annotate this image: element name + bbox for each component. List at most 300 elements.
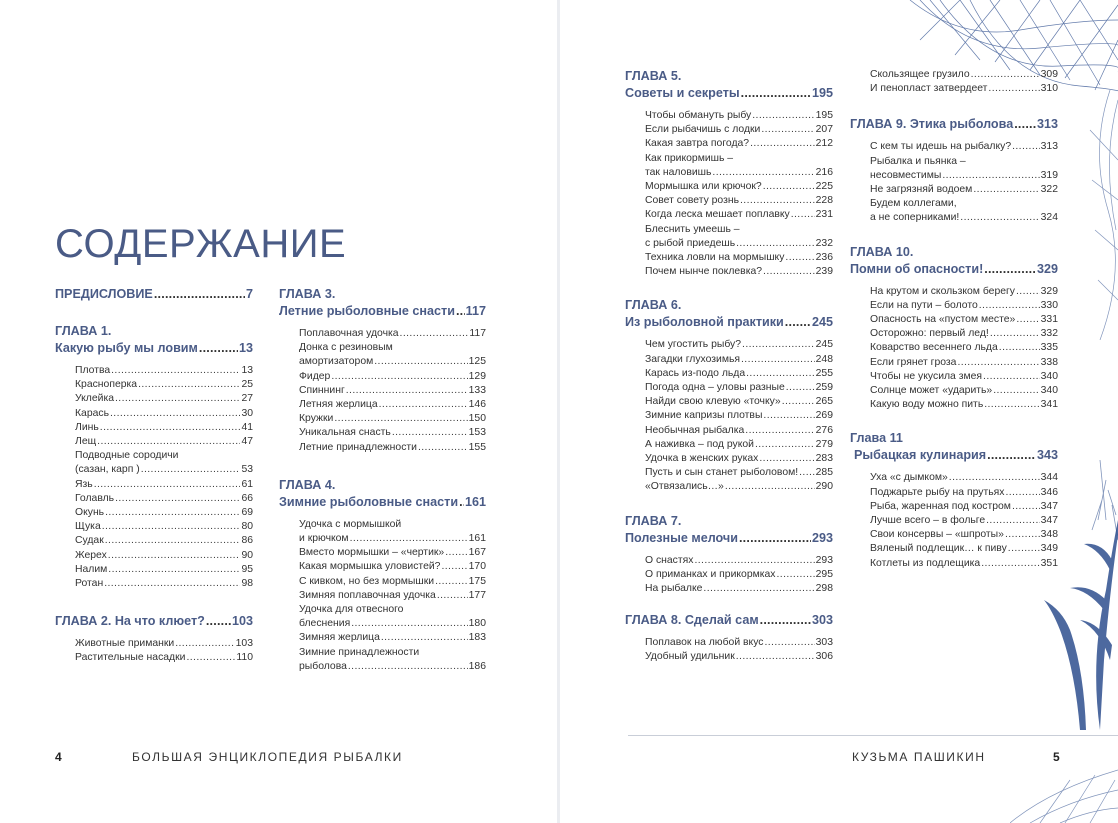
fishing-net-bottom bbox=[1010, 760, 1118, 823]
toc-entry-title: Коварство весеннего льда bbox=[870, 342, 998, 354]
toc-entry-page: 347 bbox=[1040, 515, 1058, 527]
toc-entry-title: Уклейка bbox=[75, 393, 114, 405]
toc-heading-page: 343 bbox=[1036, 448, 1058, 463]
toc-entry-page: 248 bbox=[815, 353, 833, 365]
toc-entry bbox=[299, 384, 486, 398]
toc-entry bbox=[75, 549, 253, 563]
toc-entry-title: Окунь bbox=[75, 507, 105, 519]
toc-entry-page: 331 bbox=[1040, 314, 1058, 326]
toc-chapter-6 bbox=[625, 297, 833, 494]
toc-entry-page: 231 bbox=[815, 209, 833, 221]
toc-heading-title: Из рыболовной практики bbox=[625, 315, 784, 330]
toc-entry bbox=[299, 575, 486, 589]
toc-entry-title: Щука bbox=[75, 521, 101, 533]
toc-entry-title: Чем угостить рыбу? bbox=[645, 339, 742, 351]
toc-entry-title: Загадки глухозимья bbox=[645, 353, 741, 365]
toc-entry-title: Растительные насадки bbox=[75, 652, 186, 664]
toc-entry-page: 212 bbox=[815, 138, 833, 150]
toc-entry-page: 161 bbox=[468, 533, 486, 545]
toc-entry-page: 195 bbox=[815, 110, 833, 121]
toc-entry-title: Лещ bbox=[75, 436, 97, 448]
toc-entry-page: 146 bbox=[468, 399, 486, 411]
toc-entry-page: 133 bbox=[468, 384, 486, 396]
toc-entry-page: 338 bbox=[1040, 356, 1058, 368]
toc-items bbox=[279, 327, 486, 455]
toc-entry-title: Летние принадлежности bbox=[299, 441, 417, 453]
toc-entry-title: Поплавочная удочка bbox=[299, 328, 399, 339]
toc-entry-title-line1: Блеснить умеешь – bbox=[645, 223, 740, 235]
toc-items bbox=[625, 338, 833, 494]
toc-entry-title: Рыба, жаренная под костром bbox=[870, 500, 1011, 512]
toc-heading-page: 245 bbox=[811, 315, 833, 330]
toc-entry bbox=[645, 650, 833, 664]
toc-entry-title: а не соперниками! bbox=[870, 212, 960, 224]
toc-heading-title: Помни об опасности! bbox=[850, 261, 984, 276]
toc-entry bbox=[645, 208, 833, 222]
toc-entry bbox=[870, 313, 1058, 327]
page-title: СОДЕРЖАНИЕ bbox=[55, 222, 347, 266]
toc-entry bbox=[870, 557, 1058, 571]
toc-entry-title: Осторожно: первый лед! bbox=[870, 328, 989, 340]
toc-entry bbox=[870, 486, 1058, 500]
toc-entry bbox=[75, 435, 253, 449]
toc-entry bbox=[870, 398, 1058, 412]
toc-entry-page: 298 bbox=[815, 583, 833, 595]
toc-chapter-7 bbox=[625, 513, 833, 597]
toc-entry-title: Свои консервы – «шпроты» bbox=[870, 529, 1004, 541]
toc-chapter-label: ГЛАВА 5. bbox=[625, 69, 682, 83]
toc-entry-page: 110 bbox=[236, 652, 253, 664]
toc-preface bbox=[55, 286, 253, 303]
toc-chapter-label: ГЛАВА 1. bbox=[55, 324, 112, 338]
toc-entry-page: 225 bbox=[815, 181, 833, 193]
toc-entry-title-line1: Как прикормишь – bbox=[645, 152, 734, 164]
toc-entry bbox=[645, 123, 833, 137]
toc-entry-title: Какая завтра погода? bbox=[645, 138, 750, 150]
toc-entry bbox=[645, 338, 833, 352]
toc-entry-title: Необычная рыбалка bbox=[645, 424, 745, 436]
toc-column-4 bbox=[850, 68, 1058, 587]
toc-heading-title: ПРЕДИСЛОВИЕ bbox=[55, 287, 153, 301]
toc-entry-page: 186 bbox=[468, 660, 486, 672]
toc-entry bbox=[645, 582, 833, 596]
toc-heading-title: Советы и секреты bbox=[625, 86, 740, 100]
toc-entry bbox=[299, 441, 486, 455]
toc-entry bbox=[299, 426, 486, 440]
toc-entry-title: Не загрязняй водоем bbox=[870, 184, 973, 196]
toc-entry-title: Линь bbox=[75, 421, 99, 433]
toc-entry bbox=[299, 370, 486, 384]
toc-entry-page: 346 bbox=[1040, 486, 1058, 498]
toc-entry-page: 103 bbox=[235, 638, 253, 650]
toc-entry-title: На рыбалке bbox=[645, 583, 703, 595]
right-page-number: 5 bbox=[1053, 750, 1060, 764]
toc-entry-title-line1: Удочка с мормышкой bbox=[299, 518, 402, 530]
toc-entry-title: Опасность на «пустом месте» bbox=[870, 314, 1016, 326]
toc-entry bbox=[645, 480, 833, 494]
toc-chapter-label: ГЛАВА 3. bbox=[279, 287, 336, 301]
toc-entry bbox=[75, 492, 253, 506]
toc-entry-page: 324 bbox=[1040, 212, 1058, 224]
toc-entry-page: 303 bbox=[815, 637, 833, 649]
toc-entry bbox=[870, 68, 1058, 82]
toc-heading-title: ГЛАВА 8. Сделай сам bbox=[625, 613, 759, 628]
toc-entry-title: О приманках и прикормках bbox=[645, 568, 776, 580]
toc-entry-page: 153 bbox=[468, 427, 486, 439]
toc-entry-title: Жерех bbox=[75, 549, 107, 561]
toc-chapter-10 bbox=[850, 244, 1058, 413]
toc-entry-title: рыболова bbox=[299, 660, 347, 672]
toc-entry-page: 349 bbox=[1040, 543, 1058, 555]
toc-entry-page: 177 bbox=[468, 589, 486, 601]
toc-entry bbox=[870, 514, 1058, 528]
toc-entry bbox=[645, 568, 833, 582]
toc-entry-title: Совет совету рознь bbox=[645, 195, 740, 207]
toc-entry-title: Налим bbox=[75, 563, 108, 575]
toc-entry-title: Если грянет гроза bbox=[870, 356, 957, 368]
toc-heading-title: Зимние рыболовные снасти bbox=[279, 494, 459, 509]
toc-entry bbox=[870, 197, 1058, 225]
toc-entry bbox=[299, 546, 486, 560]
toc-entry bbox=[870, 82, 1058, 96]
toc-entry bbox=[75, 637, 253, 651]
toc-heading-title: Полезные мелочи bbox=[625, 530, 738, 545]
toc-entry-page: 30 bbox=[241, 407, 253, 419]
toc-entry-title-line1: Зимние принадлежности bbox=[299, 646, 420, 658]
toc-heading-title: Рыбацкая кулинария bbox=[854, 448, 987, 463]
toc-entry-title: Солнце может «ударить» bbox=[870, 385, 993, 397]
toc-entry-page: 167 bbox=[468, 547, 486, 559]
toc-entry bbox=[75, 577, 253, 591]
toc-items-continued bbox=[850, 68, 1058, 96]
toc-entry-title: так наловишь bbox=[645, 166, 712, 178]
toc-entry-page: 335 bbox=[1040, 342, 1058, 354]
toc-entry bbox=[75, 407, 253, 421]
toc-entry-page: 80 bbox=[241, 521, 253, 533]
toc-entry-page: 332 bbox=[1040, 328, 1058, 340]
toc-entry bbox=[645, 367, 833, 381]
toc-entry-title: На крутом и скользком берегу bbox=[870, 285, 1015, 297]
toc-entry-page: 98 bbox=[241, 578, 253, 590]
toc-entry-page: 228 bbox=[815, 195, 833, 207]
toc-entry-title: Спиннинг bbox=[299, 384, 345, 396]
toc-entry bbox=[75, 364, 253, 378]
toc-entry bbox=[75, 449, 253, 477]
toc-entry bbox=[870, 155, 1058, 183]
toc-heading-title: ГЛАВА 2. На что клюет? bbox=[55, 614, 205, 629]
toc-entry-page: 236 bbox=[815, 252, 833, 264]
toc-entry-page: 276 bbox=[815, 424, 833, 436]
toc-entry-title: Зимние капризы плотвы bbox=[645, 410, 763, 422]
toc-entry-title-line1: Рыбалка и пьянка – bbox=[870, 155, 966, 167]
toc-chapter-label: ГЛАВА 4. bbox=[279, 477, 336, 492]
toc-entry-title: Чтобы не укусила змея bbox=[870, 370, 983, 382]
toc-entry bbox=[299, 589, 486, 603]
toc-entry-title: С кем ты идешь на рыбалку? bbox=[870, 141, 1012, 153]
toc-entry-title: Удобный удильник bbox=[645, 651, 735, 663]
toc-entry-page: 207 bbox=[815, 124, 833, 136]
toc-entry-title: Зимняя поплавочная удочка bbox=[299, 589, 436, 601]
toc-entry bbox=[870, 500, 1058, 514]
toc-entry-title: Голавль bbox=[75, 492, 115, 504]
toc-entry bbox=[870, 140, 1058, 154]
toc-chapter-label: Глава 11 bbox=[850, 431, 903, 446]
toc-entry-title: Карась bbox=[75, 407, 109, 419]
toc-entry bbox=[870, 384, 1058, 398]
toc-entry bbox=[645, 554, 833, 568]
toc-entry bbox=[299, 327, 486, 341]
toc-entry bbox=[299, 560, 486, 574]
toc-entry-page: 348 bbox=[1040, 529, 1058, 541]
toc-heading-page: 195 bbox=[811, 86, 833, 100]
toc-entry bbox=[645, 180, 833, 194]
toc-entry bbox=[645, 466, 833, 480]
toc-entry-title: Погода одна – уловы разные bbox=[645, 382, 785, 394]
toc-entry-title: О снастях bbox=[645, 554, 694, 566]
toc-entry bbox=[645, 381, 833, 395]
toc-items bbox=[279, 518, 486, 674]
toc-entry bbox=[870, 183, 1058, 197]
toc-entry bbox=[299, 341, 486, 369]
toc-entry bbox=[645, 452, 833, 466]
toc-entry bbox=[75, 378, 253, 392]
toc-entry-page: 41 bbox=[241, 421, 253, 433]
toc-entry bbox=[870, 370, 1058, 384]
toc-heading-page: 329 bbox=[1036, 261, 1058, 276]
toc-entry bbox=[299, 603, 486, 631]
toc-entry-page: 322 bbox=[1040, 184, 1058, 196]
toc-entry-title: Техника ловли на мормышку bbox=[645, 252, 785, 264]
toc-entry-title: Вяленый подлещик… к пиву bbox=[870, 543, 1007, 555]
toc-chapter-1 bbox=[55, 323, 253, 591]
toc-entry-page: 265 bbox=[815, 396, 833, 408]
toc-entry-title: Пусть и сын станет рыболовом! bbox=[645, 467, 799, 479]
toc-chapter-8 bbox=[625, 612, 833, 664]
toc-entry-page: 313 bbox=[1040, 141, 1058, 153]
toc-entry bbox=[299, 398, 486, 412]
toc-chapter-2 bbox=[55, 613, 253, 665]
toc-entry-title: Ротан bbox=[75, 578, 104, 590]
toc-entry-title-line1: Удочка для отвесного bbox=[299, 604, 404, 616]
toc-heading-page: 313 bbox=[1036, 117, 1058, 132]
toc-entry-title: Мормышка или крючок? bbox=[645, 181, 762, 193]
toc-entry-page: 53 bbox=[241, 464, 253, 476]
toc-entry bbox=[299, 412, 486, 426]
toc-heading-title: Какую рыбу мы ловим bbox=[55, 341, 198, 355]
toc-entry-page: 344 bbox=[1040, 472, 1058, 484]
toc-entry-page: 47 bbox=[241, 436, 253, 448]
toc-entry bbox=[75, 392, 253, 406]
toc-entry-title: несовместимы bbox=[870, 169, 942, 181]
toc-entry-title: Карась из-подо льда bbox=[645, 367, 746, 379]
toc-entry bbox=[645, 265, 833, 279]
toc-entry-page: 183 bbox=[468, 632, 486, 644]
toc-entry-title: Зимняя жерлица bbox=[299, 632, 380, 644]
toc-entry bbox=[645, 109, 833, 123]
toc-entry bbox=[299, 518, 486, 546]
toc-entry-page: 86 bbox=[241, 535, 253, 547]
toc-entry bbox=[870, 299, 1058, 313]
toc-entry-page: 306 bbox=[815, 651, 833, 663]
toc-entry-page: 255 bbox=[815, 367, 833, 379]
toc-items bbox=[55, 637, 253, 665]
toc-entry-title: А наживка – под рукой bbox=[645, 438, 754, 450]
toc-entry-page: 232 bbox=[815, 237, 833, 249]
toc-items bbox=[850, 140, 1058, 225]
toc-entry-title: Поджарьте рыбу на прутьях bbox=[870, 486, 1005, 498]
toc-entry-title: И пенопласт затвердеет bbox=[870, 83, 988, 95]
toc-chapter-11 bbox=[850, 430, 1058, 570]
toc-entry bbox=[645, 353, 833, 367]
toc-entry-title: Кружки bbox=[299, 413, 334, 425]
toc-entry-page: 69 bbox=[241, 507, 253, 519]
toc-heading-page: 303 bbox=[811, 613, 833, 628]
toc-entry-title: с рыбой приедешь bbox=[645, 237, 736, 249]
toc-entry-page: 351 bbox=[1040, 557, 1058, 569]
toc-items bbox=[625, 554, 833, 597]
toc-entry bbox=[299, 631, 486, 645]
toc-entry-title: Красноперка bbox=[75, 379, 138, 391]
left-page-number: 4 bbox=[55, 750, 62, 764]
toc-entry bbox=[870, 356, 1058, 370]
toc-entry bbox=[75, 651, 253, 665]
toc-items bbox=[850, 471, 1058, 570]
toc-entry-page: 150 bbox=[468, 413, 486, 425]
toc-heading-page: 13 bbox=[238, 341, 253, 355]
toc-entry bbox=[75, 520, 253, 534]
toc-entry bbox=[870, 542, 1058, 556]
left-running-footer: БОЛЬШАЯ ЭНЦИКЛОПЕДИЯ РЫБАЛКИ bbox=[132, 750, 403, 764]
toc-column-1 bbox=[55, 286, 253, 682]
toc-entry-page: 95 bbox=[241, 563, 253, 575]
toc-entry-page: 309 bbox=[1040, 69, 1058, 80]
toc-entry-title: С кивком, но без мормышки bbox=[299, 575, 435, 587]
toc-entry-title: Фидер bbox=[299, 370, 331, 382]
toc-entry-title: Если на пути – болото bbox=[870, 299, 978, 311]
toc-entry bbox=[645, 152, 833, 180]
toc-chapter-4 bbox=[279, 477, 486, 674]
toc-entry-page: 216 bbox=[815, 166, 833, 178]
toc-entry-page: 125 bbox=[468, 356, 486, 368]
toc-chapter-label: ГЛАВА 7. bbox=[625, 513, 682, 528]
toc-entry bbox=[75, 478, 253, 492]
toc-entry-page: 61 bbox=[241, 478, 253, 490]
toc-entry-page: 25 bbox=[241, 379, 253, 391]
toc-entry bbox=[75, 534, 253, 548]
toc-entry-page: 310 bbox=[1040, 83, 1058, 95]
toc-entry-title: Скользящее грузило bbox=[870, 69, 970, 80]
toc-heading-page: 161 bbox=[464, 494, 486, 509]
toc-entry-title: Какая мормышка уловистей? bbox=[299, 561, 441, 573]
toc-entry bbox=[645, 438, 833, 452]
toc-entry bbox=[870, 327, 1058, 341]
right-running-footer: КУЗЬМА ПАШИКИН bbox=[852, 750, 986, 764]
toc-chapter-5 bbox=[625, 68, 833, 279]
toc-entry bbox=[870, 528, 1058, 542]
toc-entry-title: Почем нынче поклевка? bbox=[645, 266, 763, 278]
toc-entry-page: 340 bbox=[1040, 370, 1058, 382]
toc-entry-page: 90 bbox=[241, 549, 253, 561]
toc-entry-title: Когда леска мешает поплавку bbox=[645, 209, 790, 221]
toc-entry-page: 66 bbox=[241, 492, 253, 504]
toc-entry-page: 259 bbox=[815, 382, 833, 394]
toc-entry-page: 13 bbox=[241, 365, 253, 376]
toc-entry-page: 180 bbox=[468, 618, 486, 630]
toc-heading-title: ГЛАВА 9. Этика рыболова bbox=[850, 117, 1014, 132]
toc-entry-title: Если рыбачишь с лодки bbox=[645, 124, 761, 136]
toc-entry-title: Уха «с дымком» bbox=[870, 472, 948, 484]
toc-column-2 bbox=[279, 286, 486, 690]
toc-heading-page: 117 bbox=[465, 304, 486, 318]
toc-entry-page: 290 bbox=[815, 481, 833, 493]
toc-entry-page: 117 bbox=[469, 328, 486, 339]
toc-entry bbox=[870, 471, 1058, 485]
toc-entry-title-line1: Донка с резиновым bbox=[299, 342, 393, 354]
toc-entry-title: (сазан, карп ) bbox=[75, 464, 140, 476]
toc-entry-title: Котлеты из подлещика bbox=[870, 557, 981, 569]
toc-entry-page: 279 bbox=[815, 438, 833, 450]
toc-items bbox=[55, 364, 253, 591]
toc-entry-page: 341 bbox=[1040, 399, 1058, 411]
toc-entry-page: 295 bbox=[815, 568, 833, 580]
toc-entry-page: 340 bbox=[1040, 385, 1058, 397]
toc-chapter-3 bbox=[279, 286, 486, 455]
toc-entry-page: 347 bbox=[1040, 500, 1058, 512]
toc-entry-title: блеснения bbox=[299, 618, 351, 630]
toc-chapter-9 bbox=[850, 116, 1058, 225]
toc-items bbox=[850, 285, 1058, 413]
toc-entry bbox=[645, 424, 833, 438]
toc-entry-page: 129 bbox=[468, 370, 486, 382]
toc-entry-title: амортизатором bbox=[299, 356, 374, 368]
toc-entry bbox=[645, 636, 833, 650]
toc-chapter-label: ГЛАВА 6. bbox=[625, 298, 682, 313]
toc-heading-page: 103 bbox=[231, 614, 253, 629]
toc-entry-title: Уникальная снасть bbox=[299, 427, 391, 439]
toc-entry bbox=[75, 421, 253, 435]
toc-entry-page: 293 bbox=[815, 554, 833, 566]
toc-entry-page: 283 bbox=[815, 453, 833, 465]
toc-items bbox=[625, 636, 833, 664]
toc-entry bbox=[870, 285, 1058, 299]
toc-entry bbox=[645, 395, 833, 409]
toc-entry-title: Удочка в женских руках bbox=[645, 453, 759, 465]
fishing-net-edge bbox=[1080, 90, 1118, 340]
toc-entry-page: 175 bbox=[468, 575, 486, 587]
toc-entry-title: Судак bbox=[75, 535, 104, 547]
toc-entry-title: Чтобы обмануть рыбу bbox=[645, 110, 752, 121]
toc-column-3 bbox=[625, 68, 833, 681]
toc-entry-page: 155 bbox=[468, 441, 486, 453]
toc-entry-page: 239 bbox=[815, 266, 833, 278]
toc-heading-page: 7 bbox=[245, 287, 253, 301]
toc-entry-page: 285 bbox=[815, 467, 833, 479]
toc-entry-title: Поплавок на любой вкус bbox=[645, 637, 764, 649]
toc-items bbox=[625, 109, 833, 279]
toc-entry bbox=[645, 409, 833, 423]
toc-entry-title: Плотва bbox=[75, 365, 111, 376]
toc-entry-title-line1: Подводные сородичи bbox=[75, 450, 179, 462]
footer-rule bbox=[628, 735, 1118, 736]
toc-entry-page: 330 bbox=[1040, 299, 1058, 311]
toc-entry bbox=[75, 563, 253, 577]
toc-entry-page: 245 bbox=[815, 339, 833, 351]
toc-entry-page: 27 bbox=[241, 393, 253, 405]
toc-entry-title-line1: Будем коллегами, bbox=[870, 198, 957, 210]
toc-entry-title: и крючком bbox=[299, 533, 349, 545]
toc-entry-page: 269 bbox=[815, 410, 833, 422]
toc-entry bbox=[645, 137, 833, 151]
